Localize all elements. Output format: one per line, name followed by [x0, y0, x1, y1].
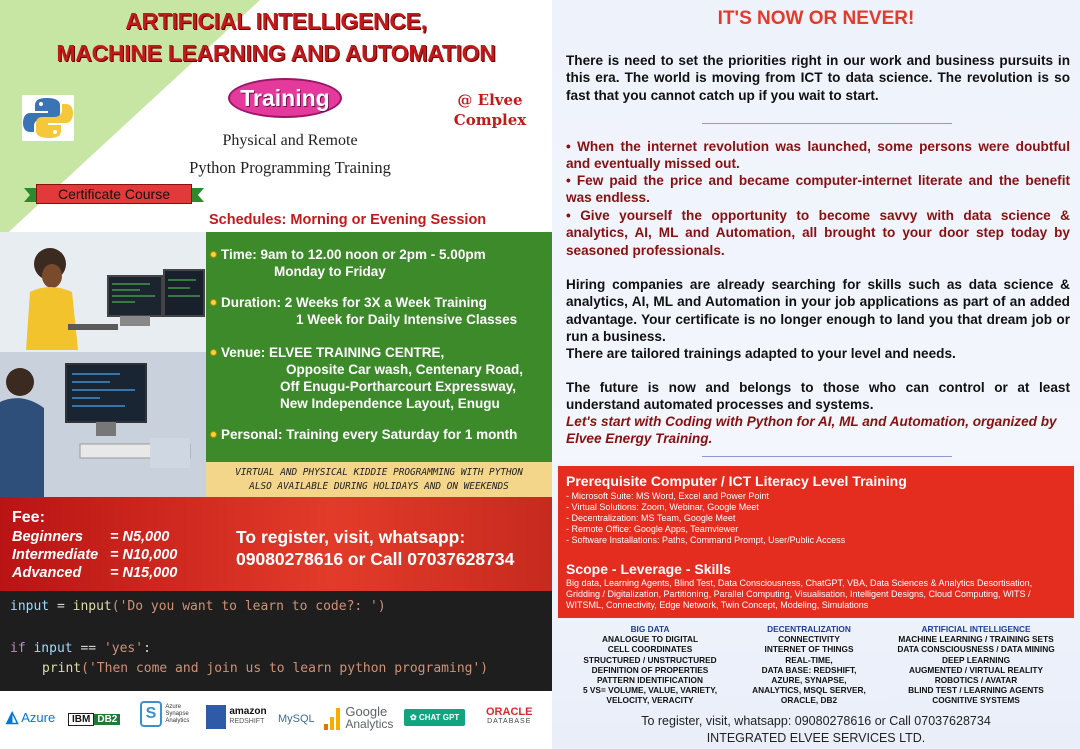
mysql-logo: MySQL: [278, 713, 315, 725]
big-data-column: [570, 624, 730, 706]
prereq-item: - Virtual Solutions: Zoom, Webinar, Google Meet: [566, 502, 759, 512]
bullet-3: • Give yourself the opportunity to become savvy with data science & analytics, AI, ML and Automation, all brought to your door step today by seasoned professionals.: [566, 208, 1070, 258]
divider: [702, 123, 952, 124]
code-token: ('Do you want to learn to code?: '): [111, 599, 386, 614]
azure-icon: ◭: [6, 709, 19, 726]
fee-box: [0, 497, 552, 591]
duration-item: [210, 294, 517, 328]
footer-company: INTEGRATED ELVEE SERVICES LTD.: [706, 731, 926, 745]
db2-label: DB2: [94, 714, 120, 725]
prereq-item: - Remote Office: Google Apps, Teamviewer: [566, 524, 739, 534]
certificate-ribbon: [24, 182, 204, 206]
hiring-paragraph: Hiring companies are already searching for skills such as data science & analytics, AI, ML and Automation in your job applications as part of an added advantage. Your certificate is no longer enough to land you that dream job or run a business.: [566, 277, 1070, 345]
artificial-intelligence-column: [886, 624, 1066, 706]
register-phone-line: 09080278616 or Call 07037628734: [236, 549, 515, 569]
column-heading: DECENTRALIZATION: [767, 624, 851, 634]
future-paragraph: The future is now and belongs to those who can control or at least understand automated processes and systems.: [566, 380, 1070, 413]
duration-text: Duration: 2 Weeks for 3X a Week Training: [221, 295, 487, 310]
column-line: INTERNET OF THINGS: [764, 644, 854, 655]
divider: [702, 456, 952, 457]
column-line: AZURE, SYNAPSE,: [771, 675, 847, 686]
call-to-action: Let's start with Coding with Python for AI, ML and Automation, organized by Elvee Energy Training.: [566, 414, 1057, 447]
kiddie-programming-note: [206, 462, 552, 498]
oracle-label: ORACLE: [486, 706, 533, 718]
code-line1: [10, 599, 386, 614]
amazon-redshift-logo: [206, 705, 267, 729]
column-line: STRUCTURED / UNSTRUCTURED: [583, 654, 717, 665]
time-text: Time: 9am to 12.00 noon or 2pm - 5.00pm: [221, 247, 486, 262]
fee-value-advanced: = N15,000: [110, 565, 178, 581]
bullet-icon: [210, 251, 217, 258]
chatgpt-icon: ✿: [410, 713, 419, 722]
code-token: input: [72, 599, 112, 614]
chatgpt-logo: [404, 709, 465, 726]
intro-paragraph: There is need to set the priorities right in our work and business pursuits in this era. The world is moving from ICT to data science. The revolution is so fast that you cannot catch up if you wait to start.: [566, 53, 1070, 103]
code-token: ==: [72, 641, 104, 656]
scope-text: Big data, Learning Agents, Blind Test, Data Consciousness, ChatGPT, VBA, Data Sciences & Analytics Desortisation, Gridding / Digitalization, Partitioning, Parallel Computing, Visualisation, Intelligent Designs, Cloud Computing, WITS / WITSML, Connectivity, Edge Network, Twin Concept, Modeling, Simulations: [566, 578, 1033, 610]
column-heading: ARTIFICIAL INTELLIGENCE: [921, 624, 1031, 634]
azure-label: Azure: [21, 710, 56, 725]
code-token: ('Then come and join us to learn python programing'): [81, 661, 489, 676]
redshift-label: REDSHIFT: [229, 718, 265, 725]
ibm-label: IBM: [68, 713, 94, 726]
location-line1: @ Elvee: [457, 91, 523, 109]
column-line: DEEP LEARNING: [941, 654, 1011, 665]
redshift-icon: [206, 705, 226, 729]
tailored-text: There are tailored trainings adapted to your level and needs.: [566, 346, 956, 361]
scope-heading: Scope - Leverage - Skills: [566, 561, 731, 577]
venue-line4: New Independence Layout, Enugu: [280, 396, 500, 411]
details-box: [206, 232, 552, 462]
prereq-item: - Microsoft Suite: MS Word, Excel and Power Point: [566, 491, 769, 501]
column-line: ROBOTICS / AVATAR: [934, 675, 1018, 686]
synapse-label: Azure Synapse Analytics: [165, 703, 190, 724]
fee-label-beginners: Beginners: [12, 529, 83, 545]
ibm-db2-logo: [68, 711, 120, 726]
analytics-label: Analytics: [345, 717, 394, 731]
column-line: BLIND TEST / LEARNING AGENTS: [908, 685, 1044, 696]
bullet-icon: [210, 431, 217, 438]
column-line: ORACLE, DB2: [780, 695, 838, 706]
students-at-computers-image: [0, 232, 206, 497]
subtitle-python-programming: Python Programming Training: [189, 158, 391, 177]
code-token: :: [143, 641, 151, 656]
bullet-2: • Few paid the price and became computer-internet literate and the benefit was endless.: [566, 173, 1070, 206]
fee-label-intermediate: Intermediate: [12, 547, 99, 563]
headline: IT'S NOW OR NEVER!: [717, 8, 915, 29]
fee-heading: Fee:: [12, 509, 45, 526]
code-line2: [10, 641, 151, 656]
azure-logo: [6, 707, 55, 727]
code-line3: [42, 661, 488, 676]
topic-columns: [552, 620, 1080, 710]
venue-line3: Off Enugu-Portharcourt Expressway,: [280, 379, 517, 394]
certificate-label: Certificate Course: [36, 184, 192, 204]
code-token: 'yes': [103, 641, 144, 656]
location-line2: Complex: [453, 111, 527, 129]
venue-text: Venue: ELVEE TRAINING CENTRE,: [221, 345, 445, 360]
column-line: COGNITIVE SYSTEMS: [932, 695, 1020, 706]
column-line: MACHINE LEARNING / TRAINING SETS: [898, 634, 1054, 645]
kiddie-line1: VIRTUAL AND PHYSICAL KIDDIE PROGRAMMING WITH PYTHON: [235, 467, 523, 478]
column-line: DEFINITION OF PROPERTIES: [591, 664, 709, 675]
prereq-item: - Decentralization: MS Team, Google Meet: [566, 513, 736, 523]
bullet-1: • When the internet revolution was launched, some persons were doubtful and eventually missed out.: [566, 139, 1070, 172]
code-token: print: [42, 661, 82, 676]
decentralization-column: [734, 624, 884, 706]
right-panel: [552, 0, 1080, 749]
synapse-icon: S: [140, 701, 162, 727]
database-label: DATABASE: [487, 718, 532, 725]
fee-value-intermediate: = N10,000: [110, 547, 178, 563]
column-line: ANALYTICS, MSQL SERVER,: [752, 685, 866, 696]
column-line: CONNECTIVITY: [778, 634, 840, 645]
kiddie-line2: ALSO AVAILABLE DURING HOLIDAYS AND ON WEEKENDS: [249, 481, 509, 492]
column-heading: BIG DATA: [630, 624, 670, 634]
google-label: Google: [345, 704, 388, 719]
footer-register: To register, visit, whatsapp: 09080278616 or Call 07037628734: [641, 714, 991, 728]
python-code-snippet: [0, 591, 552, 691]
location-label: [440, 90, 540, 130]
main-title-line2: MACHINE LEARNING AND AUTOMATION: [56, 40, 496, 66]
column-line: 5 VS= VOLUME, VALUE, VARIETY,: [582, 685, 718, 696]
code-token: input: [25, 641, 73, 656]
bullet-icon: [210, 349, 217, 356]
code-token: input: [10, 599, 50, 614]
column-line: AUGMENTED / VIRTUAL REALITY: [909, 664, 1043, 675]
python-logo-icon: [22, 95, 74, 141]
venue-line2: Opposite Car wash, Centenary Road,: [286, 362, 524, 377]
venue-item: [210, 344, 523, 412]
code-token: =: [49, 599, 73, 614]
bullet-icon: [210, 299, 217, 306]
chatgpt-label: CHAT GPT: [418, 713, 460, 722]
prereq-item: - Software Installations: Paths, Command Prompt, User/Public Access: [566, 535, 846, 545]
fee-label-advanced: Advanced: [12, 565, 82, 581]
prerequisite-heading: Prerequisite Computer / ICT Literacy Level Training: [566, 473, 907, 489]
duration-daily: 1 Week for Daily Intensive Classes: [296, 312, 518, 327]
subtitle-physical-remote: Physical and Remote: [222, 132, 358, 149]
amazon-label: amazon: [229, 706, 267, 717]
personal-item: [210, 426, 517, 443]
personal-text: Personal: Training every Saturday for 1 month: [221, 427, 518, 442]
schedules-heading: Schedules: Morning or Evening Session: [209, 212, 487, 228]
tech-logos-strip: [0, 691, 552, 749]
google-analytics-logo: [322, 705, 393, 731]
column-line: CELL COORDINATES: [607, 644, 693, 655]
register-line1: To register, visit, whatsapp:: [236, 527, 466, 547]
time-days: Monday to Friday: [274, 264, 386, 279]
column-line: DATA BASE: REDSHIFT,: [761, 664, 857, 675]
main-title-line1: ARTIFICIAL INTELLIGENCE,: [125, 8, 427, 34]
column-line: ANALOGUE TO DIGITAL: [601, 634, 699, 645]
column-line: REAL-TIME,: [785, 654, 833, 665]
oracle-database-logo: [486, 707, 532, 727]
analytics-icon: [322, 706, 342, 730]
code-token: if: [10, 641, 26, 656]
training-badge: Training: [228, 78, 342, 118]
column-line: VELOCITY, VERACITY: [606, 695, 694, 706]
azure-synapse-logo: [140, 701, 202, 727]
column-line: DATA CONSCIOUSNESS / DATA MINING: [897, 644, 1055, 655]
fee-value-beginners: = N5,000: [110, 529, 170, 545]
prerequisite-box: [558, 466, 1074, 618]
time-item: [210, 246, 486, 280]
column-line: PATTERN IDENTIFICATION: [596, 675, 703, 686]
